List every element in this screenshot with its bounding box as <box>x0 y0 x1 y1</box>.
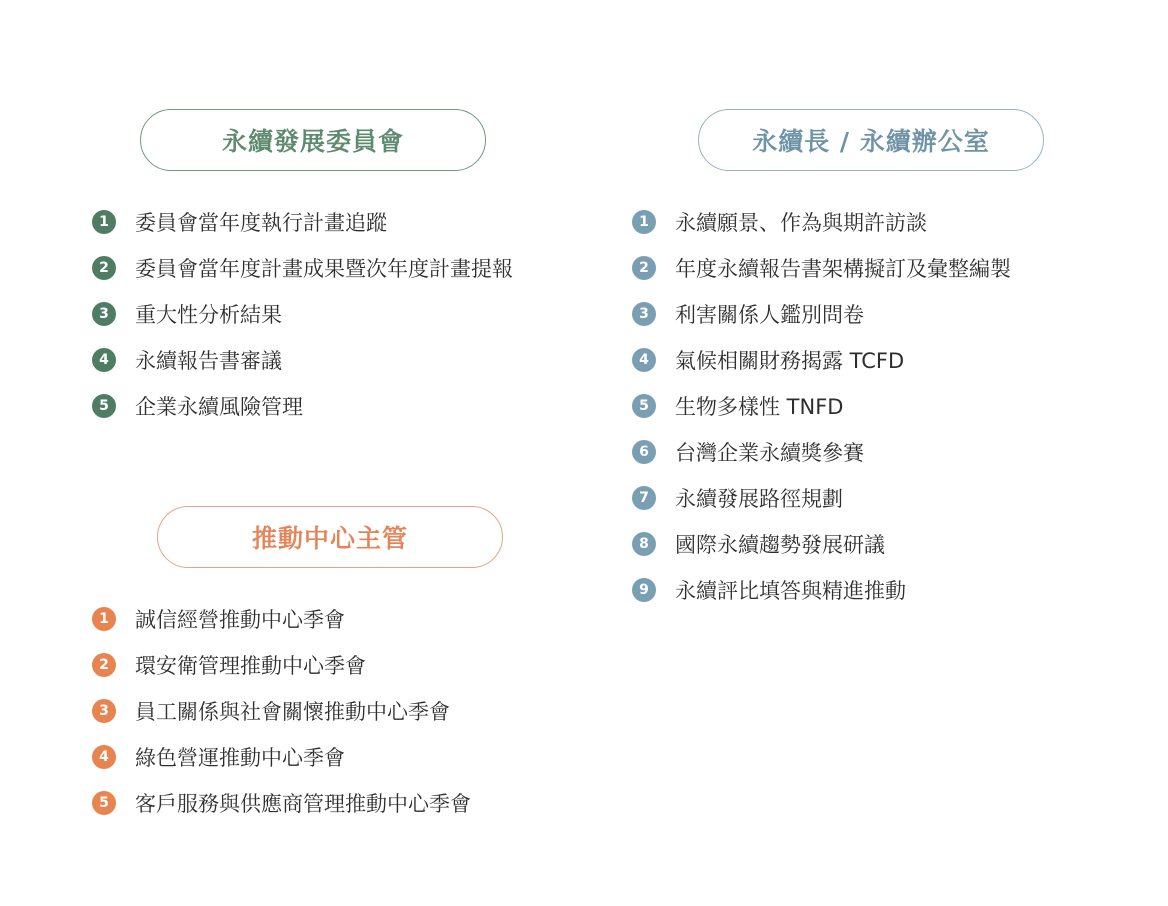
list-item <box>632 383 1011 429</box>
list-item <box>92 642 471 688</box>
list-item <box>92 245 513 291</box>
list-item <box>92 596 471 642</box>
list-item-label: 永續評比填答與精進推動 <box>675 579 906 603</box>
number-badge-icon: 4 <box>92 348 116 372</box>
list-item-label: 生物多樣性 TNFD <box>675 395 844 419</box>
number-badge-icon: 6 <box>632 440 656 464</box>
list-item-label: 環安衛管理推動中心季會 <box>135 654 366 678</box>
committee-list <box>92 199 513 429</box>
list-item-label: 委員會當年度執行計畫追蹤 <box>135 211 387 235</box>
number-badge-icon: 1 <box>92 210 116 234</box>
list-item-label: 永續願景、作為與期許訪談 <box>675 211 927 235</box>
number-badge-icon: 5 <box>632 394 656 418</box>
list-item-label: 重大性分析結果 <box>135 303 282 327</box>
list-item <box>632 337 1011 383</box>
list-item <box>632 475 1011 521</box>
list-item-label: 永續發展路徑規劃 <box>675 487 843 511</box>
list-item-label: 誠信經營推動中心季會 <box>135 608 345 632</box>
number-badge-icon: 3 <box>632 302 656 326</box>
list-item <box>92 199 513 245</box>
number-badge-icon: 1 <box>632 210 656 234</box>
list-item-label: 利害關係人鑑別問卷 <box>675 303 864 327</box>
list-item-label: 綠色營運推動中心季會 <box>135 746 345 770</box>
number-badge-icon: 2 <box>632 256 656 280</box>
list-item-label: 氣候相關財務揭露 TCFD <box>675 349 905 373</box>
committee-title: 永續發展委員會 <box>140 109 486 171</box>
number-badge-icon: 9 <box>632 578 656 602</box>
list-item-label: 國際永續趨勢發展研議 <box>675 533 885 557</box>
list-item <box>632 567 1011 613</box>
number-badge-icon: 4 <box>632 348 656 372</box>
number-badge-icon: 3 <box>92 699 116 723</box>
list-item <box>632 429 1011 475</box>
list-item-label: 員工關係與社會關懷推動中心季會 <box>135 700 450 724</box>
list-item <box>92 337 513 383</box>
list-item <box>632 521 1011 567</box>
number-badge-icon: 7 <box>632 486 656 510</box>
list-item <box>632 245 1011 291</box>
office-title: 永續長 / 永續辦公室 <box>698 109 1044 171</box>
office-list <box>632 199 1011 613</box>
list-item <box>92 734 471 780</box>
list-item <box>92 291 513 337</box>
list-item-label: 年度永續報告書架構擬訂及彙整編製 <box>675 257 1011 281</box>
list-item-label: 台灣企業永續獎參賽 <box>675 441 864 465</box>
number-badge-icon: 2 <box>92 653 116 677</box>
list-item <box>632 199 1011 245</box>
number-badge-icon: 8 <box>632 532 656 556</box>
number-badge-icon: 3 <box>92 302 116 326</box>
list-item <box>92 383 513 429</box>
number-badge-icon: 1 <box>92 607 116 631</box>
number-badge-icon: 4 <box>92 745 116 769</box>
list-item-label: 永續報告書審議 <box>135 349 282 373</box>
list-item <box>632 291 1011 337</box>
number-badge-icon: 5 <box>92 791 116 815</box>
center-title: 推動中心主管 <box>157 506 503 568</box>
center-list <box>92 596 471 826</box>
list-item-label: 委員會當年度計畫成果暨次年度計畫提報 <box>135 257 513 281</box>
list-item-label: 企業永續風險管理 <box>135 395 303 419</box>
list-item <box>92 780 471 826</box>
list-item-label: 客戶服務與供應商管理推動中心季會 <box>135 792 471 816</box>
list-item <box>92 688 471 734</box>
number-badge-icon: 2 <box>92 256 116 280</box>
number-badge-icon: 5 <box>92 394 116 418</box>
